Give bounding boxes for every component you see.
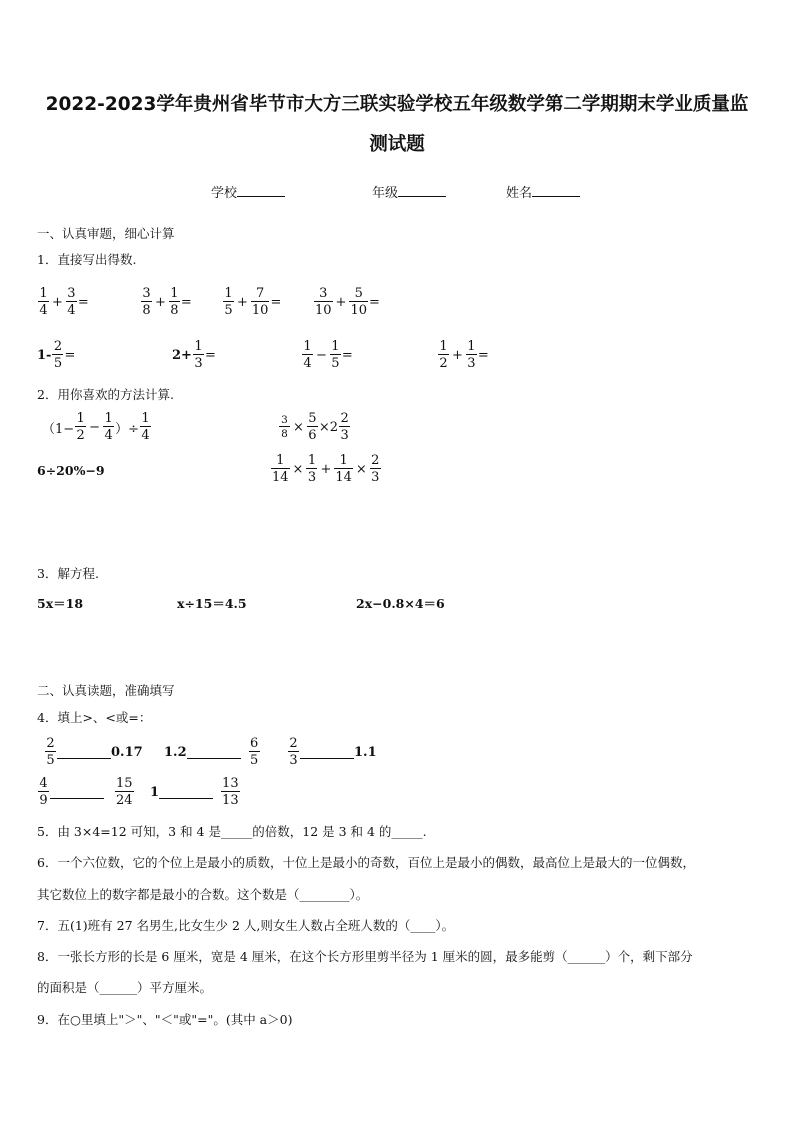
- fraction: $\frac{1}{3}$: [307, 453, 317, 485]
- name-blank[interactable]: [532, 185, 580, 197]
- q4-item-5: [114, 776, 135, 808]
- q2-label: 2．用你喜欢的方法计算.: [37, 387, 174, 402]
- q3-eq-2: x÷15＝4.5: [177, 596, 247, 611]
- fraction: $\frac{3}{4}$: [67, 286, 76, 318]
- q4-item-4: [37, 776, 104, 808]
- section1-heading: 一、认真审题，细心计算: [37, 226, 175, 241]
- q4-item-2: 1.2 $\frac{6}{5}$: [164, 736, 259, 768]
- grade-field[interactable]: [372, 182, 446, 201]
- section2-heading: 二、认真读题，准确填写: [37, 683, 175, 698]
- fraction: $\frac{5}{10}$: [350, 286, 367, 318]
- q5-text: 5．由 3×4=12 可知，3 和 4 是_____的倍数，12 是 3 和 4 的_____.: [37, 824, 427, 839]
- school-field[interactable]: [211, 182, 285, 201]
- page-title-line1: 2022-2023学年贵州省毕节市大方三联实验学校五年级数学第二学期期末学业质量监: [45, 94, 749, 115]
- school-label: 学校: [211, 186, 238, 201]
- fraction: $\frac{1}{5}$: [331, 339, 340, 371]
- fraction: $\frac{1}{4}$: [39, 286, 48, 318]
- fraction: $\frac{3}{10}$: [315, 286, 332, 318]
- q1-expr-6: 2+ $\frac{1}{3}$ =: [172, 339, 216, 371]
- fraction: $\frac{7}{10}$: [251, 286, 269, 318]
- q1-expr-4: $\frac{3}{10}$ + $\frac{5}{10}$ =: [315, 286, 380, 318]
- q2-expr-2: $\frac{3}{8}$ × $\frac{5}{6}$ ×2 $\frac{2}{3}$: [278, 411, 351, 443]
- fraction: $\frac{2}{3}$: [289, 736, 298, 768]
- q1-expr-1: $\frac{1}{4}$ + $\frac{3}{4}$ =: [39, 286, 89, 318]
- fraction: $\frac{1}{4}$: [104, 411, 113, 443]
- fraction: $\frac{3}{8}$: [142, 286, 151, 318]
- fraction: $\frac{1}{14}$: [272, 453, 289, 485]
- answer-blank[interactable]: [50, 786, 104, 799]
- fraction: $\frac{2}{3}$: [371, 453, 380, 485]
- grade-label: 年级: [372, 186, 399, 201]
- answer-blank[interactable]: [187, 746, 241, 759]
- q4-label: 4．填上>、<或=：: [37, 710, 152, 725]
- q7-text: 7．五(1)班有 27 名男生,比女生少 2 人,则女生人数占全班人数的（____）。: [37, 918, 455, 933]
- fraction: $\frac{3}{8}$: [279, 414, 290, 440]
- fraction: $\frac{1}{4}$: [141, 411, 150, 443]
- grade-blank[interactable]: [398, 185, 446, 197]
- q9-text: 9．在○里填上"＞"、"＜"或"="。(其中 a＞0): [37, 1012, 293, 1027]
- fraction: $\frac{1}{3}$: [467, 339, 476, 371]
- answer-blank[interactable]: [57, 746, 111, 759]
- fraction: $\frac{2}{5}$: [46, 736, 55, 768]
- fraction: $\frac{13}{13}$: [222, 776, 239, 808]
- q1-label: 1．直接写出得数.: [37, 252, 137, 267]
- q1-expr-5: 1- $\frac{2}{5}$ =: [37, 339, 76, 371]
- name-label: 姓名: [506, 186, 533, 201]
- q1-expr-2: $\frac{3}{8}$ + $\frac{1}{8}$ =: [142, 286, 192, 318]
- q1-expr-8: $\frac{1}{2}$ + $\frac{1}{3}$ =: [439, 339, 489, 371]
- q2-expr-3: 6÷20%−9: [37, 463, 105, 478]
- fraction: $\frac{1}{2}$: [439, 339, 448, 371]
- q3-eq-3: 2x−0.8×4＝6: [356, 596, 445, 611]
- q3-label: 3．解方程.: [37, 566, 99, 581]
- school-blank[interactable]: [237, 185, 285, 197]
- fraction: $\frac{6}{5}$: [249, 736, 259, 768]
- q8-text-line1: 8．一张长方形的长是 6 厘米，宽是 4 厘米，在这个长方形里剪半径为 1 厘米的圆，最多能剪（______）个，剩下部分: [37, 949, 693, 964]
- fraction: $\frac{1}{5}$: [224, 286, 233, 318]
- fraction: $\frac{2}{5}$: [53, 339, 63, 371]
- fraction: $\frac{1}{4}$: [303, 339, 312, 371]
- fraction: $\frac{15}{24}$: [116, 776, 133, 808]
- q6-text-line1: 6．一个六位数，它的个位上是最小的质数，十位上是最小的奇数，百位上是最小的偶数，最高位上是最大的一位偶数，: [37, 855, 695, 870]
- fraction: $\frac{4}{9}$: [39, 776, 48, 808]
- fraction: $\frac{1}{2}$: [76, 411, 85, 443]
- q4-item-6: 1 $\frac{13}{13}$: [150, 776, 239, 808]
- fraction: $\frac{2}{3}$: [340, 411, 349, 443]
- q2-expr-4: $\frac{1}{14}$ × $\frac{1}{3}$ + $\frac{1}{14}$ × $\frac{2}{3}$: [272, 453, 380, 485]
- fraction: $\frac{5}{6}$: [308, 411, 317, 443]
- q8-text-line2: 的面积是（______）平方厘米。: [37, 980, 213, 995]
- answer-blank[interactable]: [159, 786, 213, 799]
- fraction: $\frac{1}{14}$: [335, 453, 352, 485]
- q1-expr-7: $\frac{1}{4}$ − $\frac{1}{5}$ =: [303, 339, 353, 371]
- q1-expr-3: $\frac{1}{5}$ + $\frac{7}{10}$ =: [224, 286, 282, 318]
- name-field[interactable]: [506, 182, 580, 201]
- q4-item-3: $\frac{2}{3}$ 1.1: [289, 736, 377, 768]
- fraction: $\frac{1}{3}$: [194, 339, 203, 371]
- q6-text-line2: 其它数位上的数字都是最小的合数。这个数是（________）。: [37, 887, 369, 902]
- q2-expr-1: （1− $\frac{1}{2}$ − $\frac{1}{4}$ ）÷ $\frac{1}{4}$: [42, 411, 150, 443]
- answer-blank[interactable]: [300, 746, 354, 759]
- page-title-line2: 测试题: [369, 134, 425, 155]
- q3-eq-1: 5x＝18: [37, 596, 84, 611]
- fraction: $\frac{1}{8}$: [170, 286, 179, 318]
- q4-item-1: $\frac{2}{5}$ 0.17: [46, 736, 143, 768]
